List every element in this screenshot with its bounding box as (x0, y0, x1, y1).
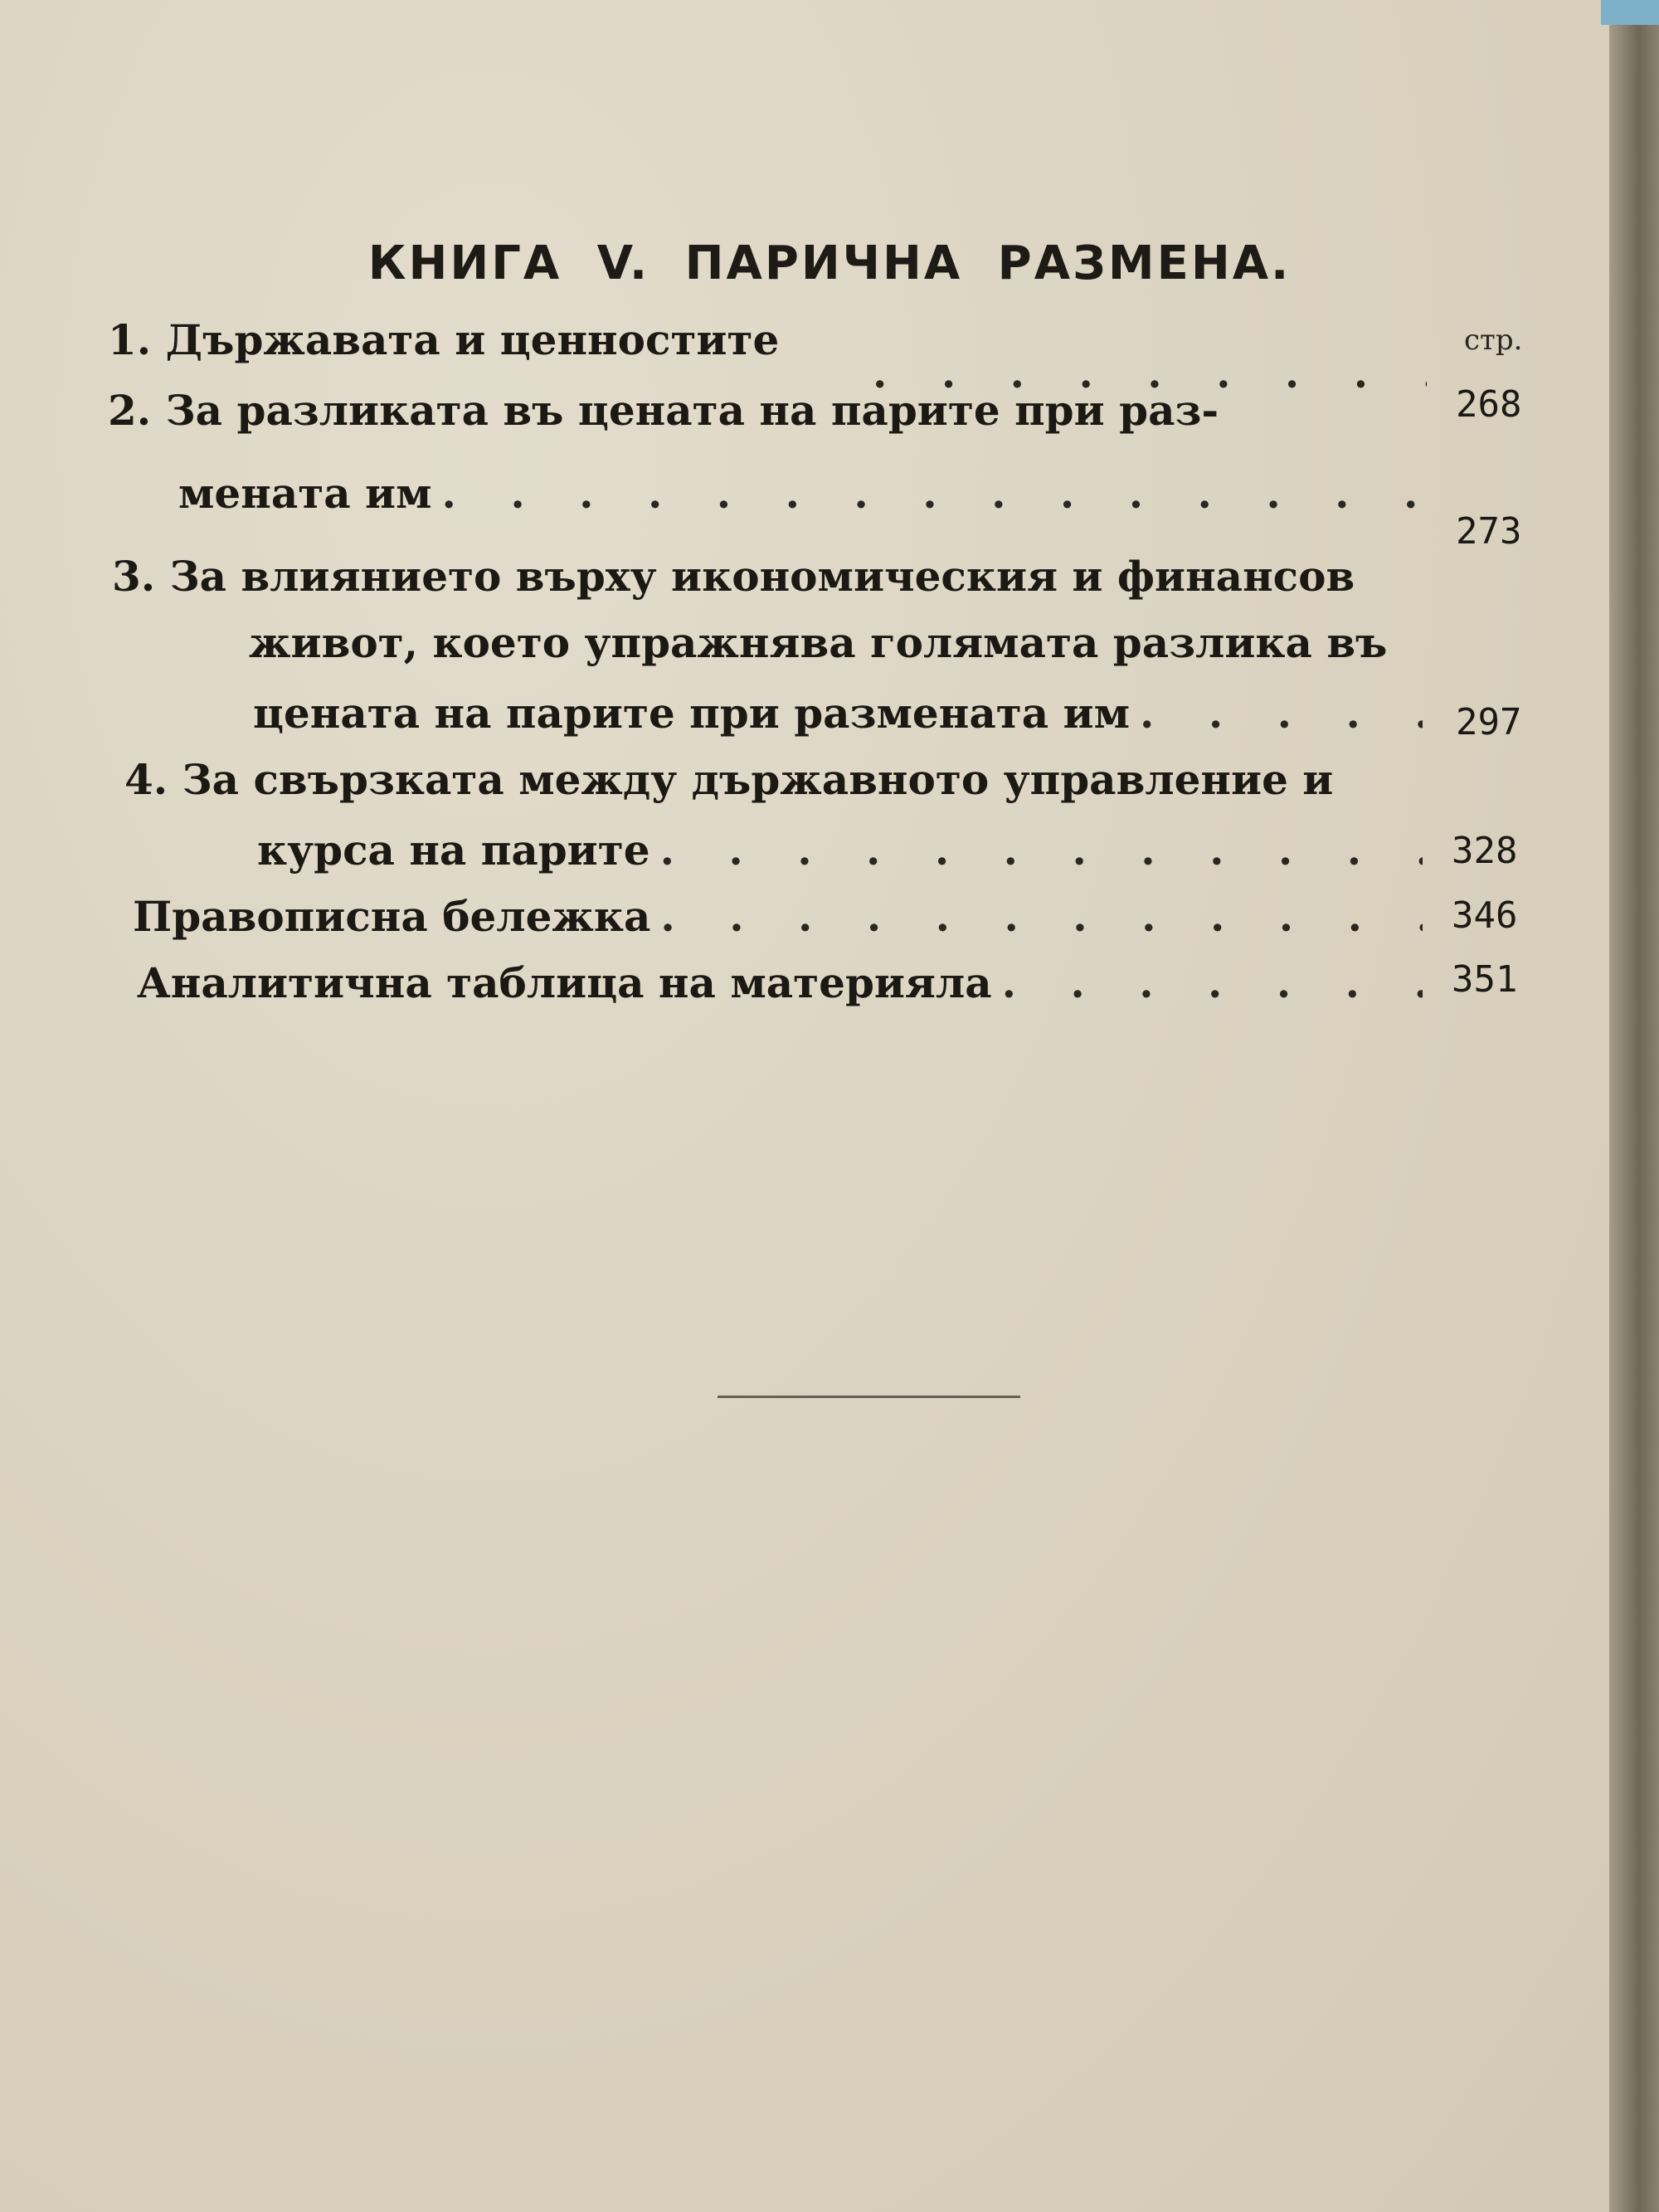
page-column-label: стр. (1464, 324, 1523, 357)
background-corner (1601, 0, 1659, 25)
toc-page-number-3: 297 (1456, 701, 1522, 743)
toc-entry-title: Държавата и ценностите (165, 315, 780, 364)
toc-entry-3-line-3 (253, 689, 1423, 738)
end-rule (718, 1396, 1020, 1398)
toc-entry-title-continued: мената им (178, 469, 432, 518)
section-heading: КНИГА V. ПАРИЧНА РАЗМЕНА. (367, 236, 1292, 290)
toc-entry-4-line-2 (257, 826, 1423, 875)
toc-entry-title-continued: цената на парите при размената им (253, 689, 1131, 738)
toc-entry-6 (137, 958, 1423, 1007)
toc-entry-title: За свързката между държавното управление и (182, 755, 1334, 804)
toc-entry-title: За влиянието върху икономическия и финансов (169, 552, 1355, 601)
toc-entry-2 (108, 386, 1219, 435)
toc-entry-title: Аналитична таблица на материяла (137, 958, 992, 1007)
toc-entry-5 (133, 892, 1423, 941)
toc-entry-title-continued: курса на парите (257, 826, 650, 875)
toc-entry-number: 2. (108, 386, 152, 435)
toc-entry-3-line-2: живот, което упражнява голямата разлика въ (249, 618, 1388, 667)
toc-entry-title: Правописна бележка (133, 892, 651, 941)
toc-page-number-2: 273 (1456, 510, 1522, 553)
toc-entry-3 (112, 552, 1355, 601)
toc-page-number-1: 268 (1456, 383, 1522, 426)
toc-entry-2-continuation (178, 469, 1423, 518)
toc-page-number-4: 328 (1452, 830, 1518, 872)
toc-entry-1 (108, 315, 779, 364)
toc-page-number-5: 346 (1452, 894, 1518, 937)
toc-entry-number: 1. (108, 315, 152, 364)
toc-page-number-6: 351 (1452, 958, 1518, 1001)
toc-entry-number: 3. (112, 552, 156, 601)
toc-entry-title: За разликата въ цената на парите при раз- (165, 386, 1219, 435)
toc-entry-number: 4. (124, 755, 168, 804)
toc-entry-4 (124, 755, 1333, 804)
page-edge-shadow (1609, 0, 1659, 2212)
